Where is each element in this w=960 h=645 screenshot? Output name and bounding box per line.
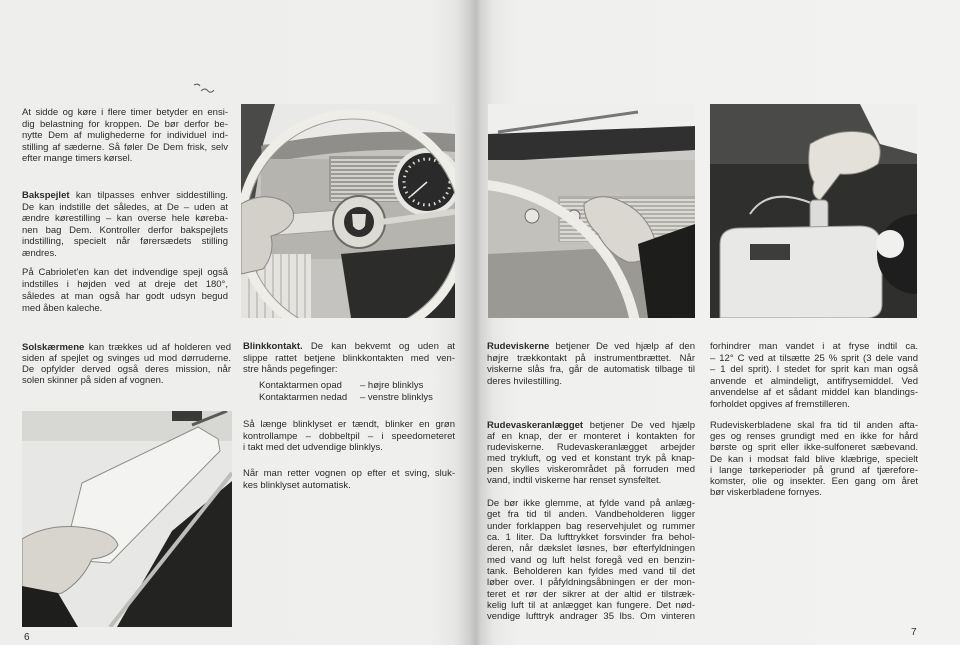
pencil-mark — [192, 82, 216, 96]
bold-lead-word: Rudeviskerne — [487, 341, 550, 352]
text-line: ændres. — [22, 247, 57, 259]
text-line — [22, 190, 228, 202]
text-line: indstilling, specielt når førersædets stilling — [22, 236, 228, 247]
text-line: Så længe blinklyset er tændt, blinker en grøn — [243, 419, 455, 430]
text-line: get fra tid til anden. Vandbeholderen ligger — [487, 509, 695, 521]
text-line: med vand og luft helst foregå ved en benzin- — [487, 554, 695, 566]
line-text: kan trækkes ud af holderen ved — [84, 342, 231, 353]
text-line — [243, 341, 455, 353]
text-line: kelig luft til at anlægget kan fungere. Det nød- — [487, 600, 695, 612]
photo-washer-bottle — [710, 104, 917, 318]
indicator-position-up — [259, 380, 433, 392]
indicator-position-label: Kontaktarmen nedad — [259, 392, 348, 403]
bold-lead-word: Blinkkontakt. — [243, 341, 303, 352]
text-line: solen skinner på siden af vognen. — [22, 375, 164, 386]
seat-adjustment-paragraph — [22, 107, 228, 165]
photo-sun-visor — [22, 411, 232, 627]
washer-filling-paragraph — [487, 498, 695, 623]
line-text: betjener De ved hjælp — [583, 420, 695, 431]
washer-paragraph — [487, 420, 695, 486]
indicator-position-result: – højre blinklys — [360, 380, 424, 391]
text-line — [487, 341, 695, 353]
text-line: løber over. I påfyldningsåbningen er der mon- — [487, 577, 695, 589]
text-line: deren, når dækslet løsnes, bør efterfyldningen — [487, 543, 695, 555]
indicator-lamp-paragraph — [243, 419, 455, 454]
text-line: De kan indstille det således, at De – uden at — [22, 201, 228, 213]
text-line: På Cabriolet'en kan det indvendige spejl også — [22, 267, 228, 278]
text-line: højre trækkontakt på instrumentbrættet. Når — [487, 352, 695, 364]
text-line: siden af spejlet og svinges ud mod dørruderne. — [22, 353, 231, 364]
text-line: De opfylder derved også deres mission, når — [22, 364, 231, 375]
mirror-base — [172, 411, 202, 421]
page-number-left: 6 — [24, 632, 30, 643]
text-line: i takt med det udvendige blinklys. — [243, 442, 383, 453]
photo-steering-wheel-dashboard — [241, 104, 455, 318]
page-number-right: 7 — [911, 627, 917, 638]
text-line: med trykluft, og ved et konstant tryk på knap- — [487, 453, 695, 464]
text-line — [22, 342, 231, 353]
text-line: anvendelse af et sådant middel kan blandings- — [710, 387, 918, 398]
bottle-label — [750, 244, 790, 260]
washer-winter-paragraph — [710, 341, 918, 410]
text-line: teret et rør der sikrer at der altid er tilstræk- — [487, 588, 695, 600]
indicator-positions-list — [259, 380, 433, 404]
text-line: forhindrer man vandet i at fryse indtil ca. — [710, 341, 918, 352]
wiper-blades-paragraph — [710, 420, 918, 498]
text-line: tank. Beholderen kan fyldes med vand til det — [487, 566, 695, 578]
text-line: ændre kørestilling – kan overse hele køreba- — [22, 213, 228, 224]
text-line: af en knap, der er monteret i kontakten for — [487, 431, 695, 442]
text-line: forholdet opgives af fremstilleren. — [710, 398, 850, 410]
cabriolet-mirror-paragraph — [22, 267, 228, 315]
text-line: nytte Dem af mulighederne for individuel ind- — [22, 130, 228, 141]
text-line: deres hvilestilling. — [487, 375, 562, 387]
bold-lead-word: Bakspejlet — [22, 190, 70, 201]
line-text: betjener De ved hjælp af den — [549, 341, 695, 352]
text-line: – 1 del sprit). I stedet for sprit kan man også — [710, 364, 918, 375]
line-text: kan tilpasses enhver siddestilling. — [69, 190, 228, 201]
washer-bottle — [720, 226, 882, 318]
text-line: ges og renses grundigt med en ikke for hård — [710, 431, 918, 443]
indicator-position-label: Kontaktarmen opad — [259, 380, 342, 391]
text-line: De kan i modsat fald blive klæbrige, specielt — [710, 453, 918, 465]
text-line: slippe rattet betjene blinkkontakten med ven- — [243, 352, 455, 364]
text-line: i lange tørkeperioder på grund af tjærefore- — [710, 464, 918, 476]
rear-view-mirror-paragraph — [22, 190, 228, 259]
line-text: De kan bekvemt og uden at — [302, 341, 455, 352]
text-line: stilling af sæderne. Så føler De Dem frisk, selv — [22, 141, 228, 153]
wipers-paragraph — [487, 341, 695, 387]
text-line: At sidde og køre i flere timer betyder en ensi- — [22, 107, 228, 118]
text-line: komster, olie og insekter. Een gang om året — [710, 476, 918, 488]
wheel-hubcap — [876, 230, 904, 258]
text-line: rudeviskerne. Rudevaskeranlægget arbejder — [487, 442, 695, 453]
text-line — [487, 420, 695, 431]
text-line: pen skylles viskerområdet på forruden med — [487, 464, 695, 475]
text-line: nen bag Dem. Kontroller derfor bakspejlets — [22, 224, 228, 236]
text-line: kontrollampe – dobbeltpil – i speedometeret — [243, 430, 455, 442]
bold-lead-word: Solskærmene — [22, 342, 85, 353]
text-line: Når man retter vognen op efter et sving, sluk- — [243, 468, 455, 479]
text-line: ca. 1 liter. Da lufttrykket forsvinder fra behol- — [487, 532, 695, 544]
text-line: vand, indtil viskerne har renset synsfeltet. — [487, 475, 662, 486]
indicator-position-result: – venstre blinklys — [360, 392, 433, 403]
photo-wiper-switch — [488, 104, 695, 318]
text-line: Rudeviskerbladene skal fra tid til anden afta- — [710, 420, 918, 431]
indicator-switch-paragraph — [243, 341, 455, 376]
text-line: De bør ikke glemme, at fylde vand på anlæg- — [487, 498, 695, 509]
text-line: anvende et almindeligt, antifrysemiddel. Ved — [710, 375, 918, 387]
text-line: – 12° C ved at tilsætte 25 % sprit (3 dele vand — [710, 352, 918, 364]
text-line: kes blinklyset automatisk. — [243, 479, 351, 491]
text-line: vendige lufttryk andrager 35 lbs. Om vinteren — [487, 611, 695, 623]
text-line: med åben kaleche. — [22, 303, 103, 314]
text-line: børste og sprit eller ikke-sulfoneret sæbevand. — [710, 442, 918, 454]
text-line: således at man også har godt udsyn begud — [22, 291, 228, 302]
text-line: under forklappen bag reservehjulet og rummer — [487, 520, 695, 532]
text-line: dig belastning for kroppen. De bør derfor be- — [22, 118, 228, 130]
floor — [341, 244, 455, 318]
text-line: efter mange timers kørsel. — [22, 153, 133, 164]
indicator-position-down — [259, 392, 433, 404]
text-line: bør viskerbladene fornyes. — [710, 487, 822, 499]
bold-lead-word: Rudevaskeranlægget — [487, 420, 584, 431]
sun-visors-paragraph — [22, 342, 231, 386]
text-line: viskerne slås fra, går de automatisk tilbage til — [487, 364, 695, 375]
text-line: indstilles i højden ved at dreje det 180°, — [22, 279, 228, 290]
light-switch-knob — [525, 209, 539, 223]
text-line: stre hånds pegefinger: — [243, 364, 338, 375]
indicator-cancel-paragraph — [243, 468, 455, 491]
